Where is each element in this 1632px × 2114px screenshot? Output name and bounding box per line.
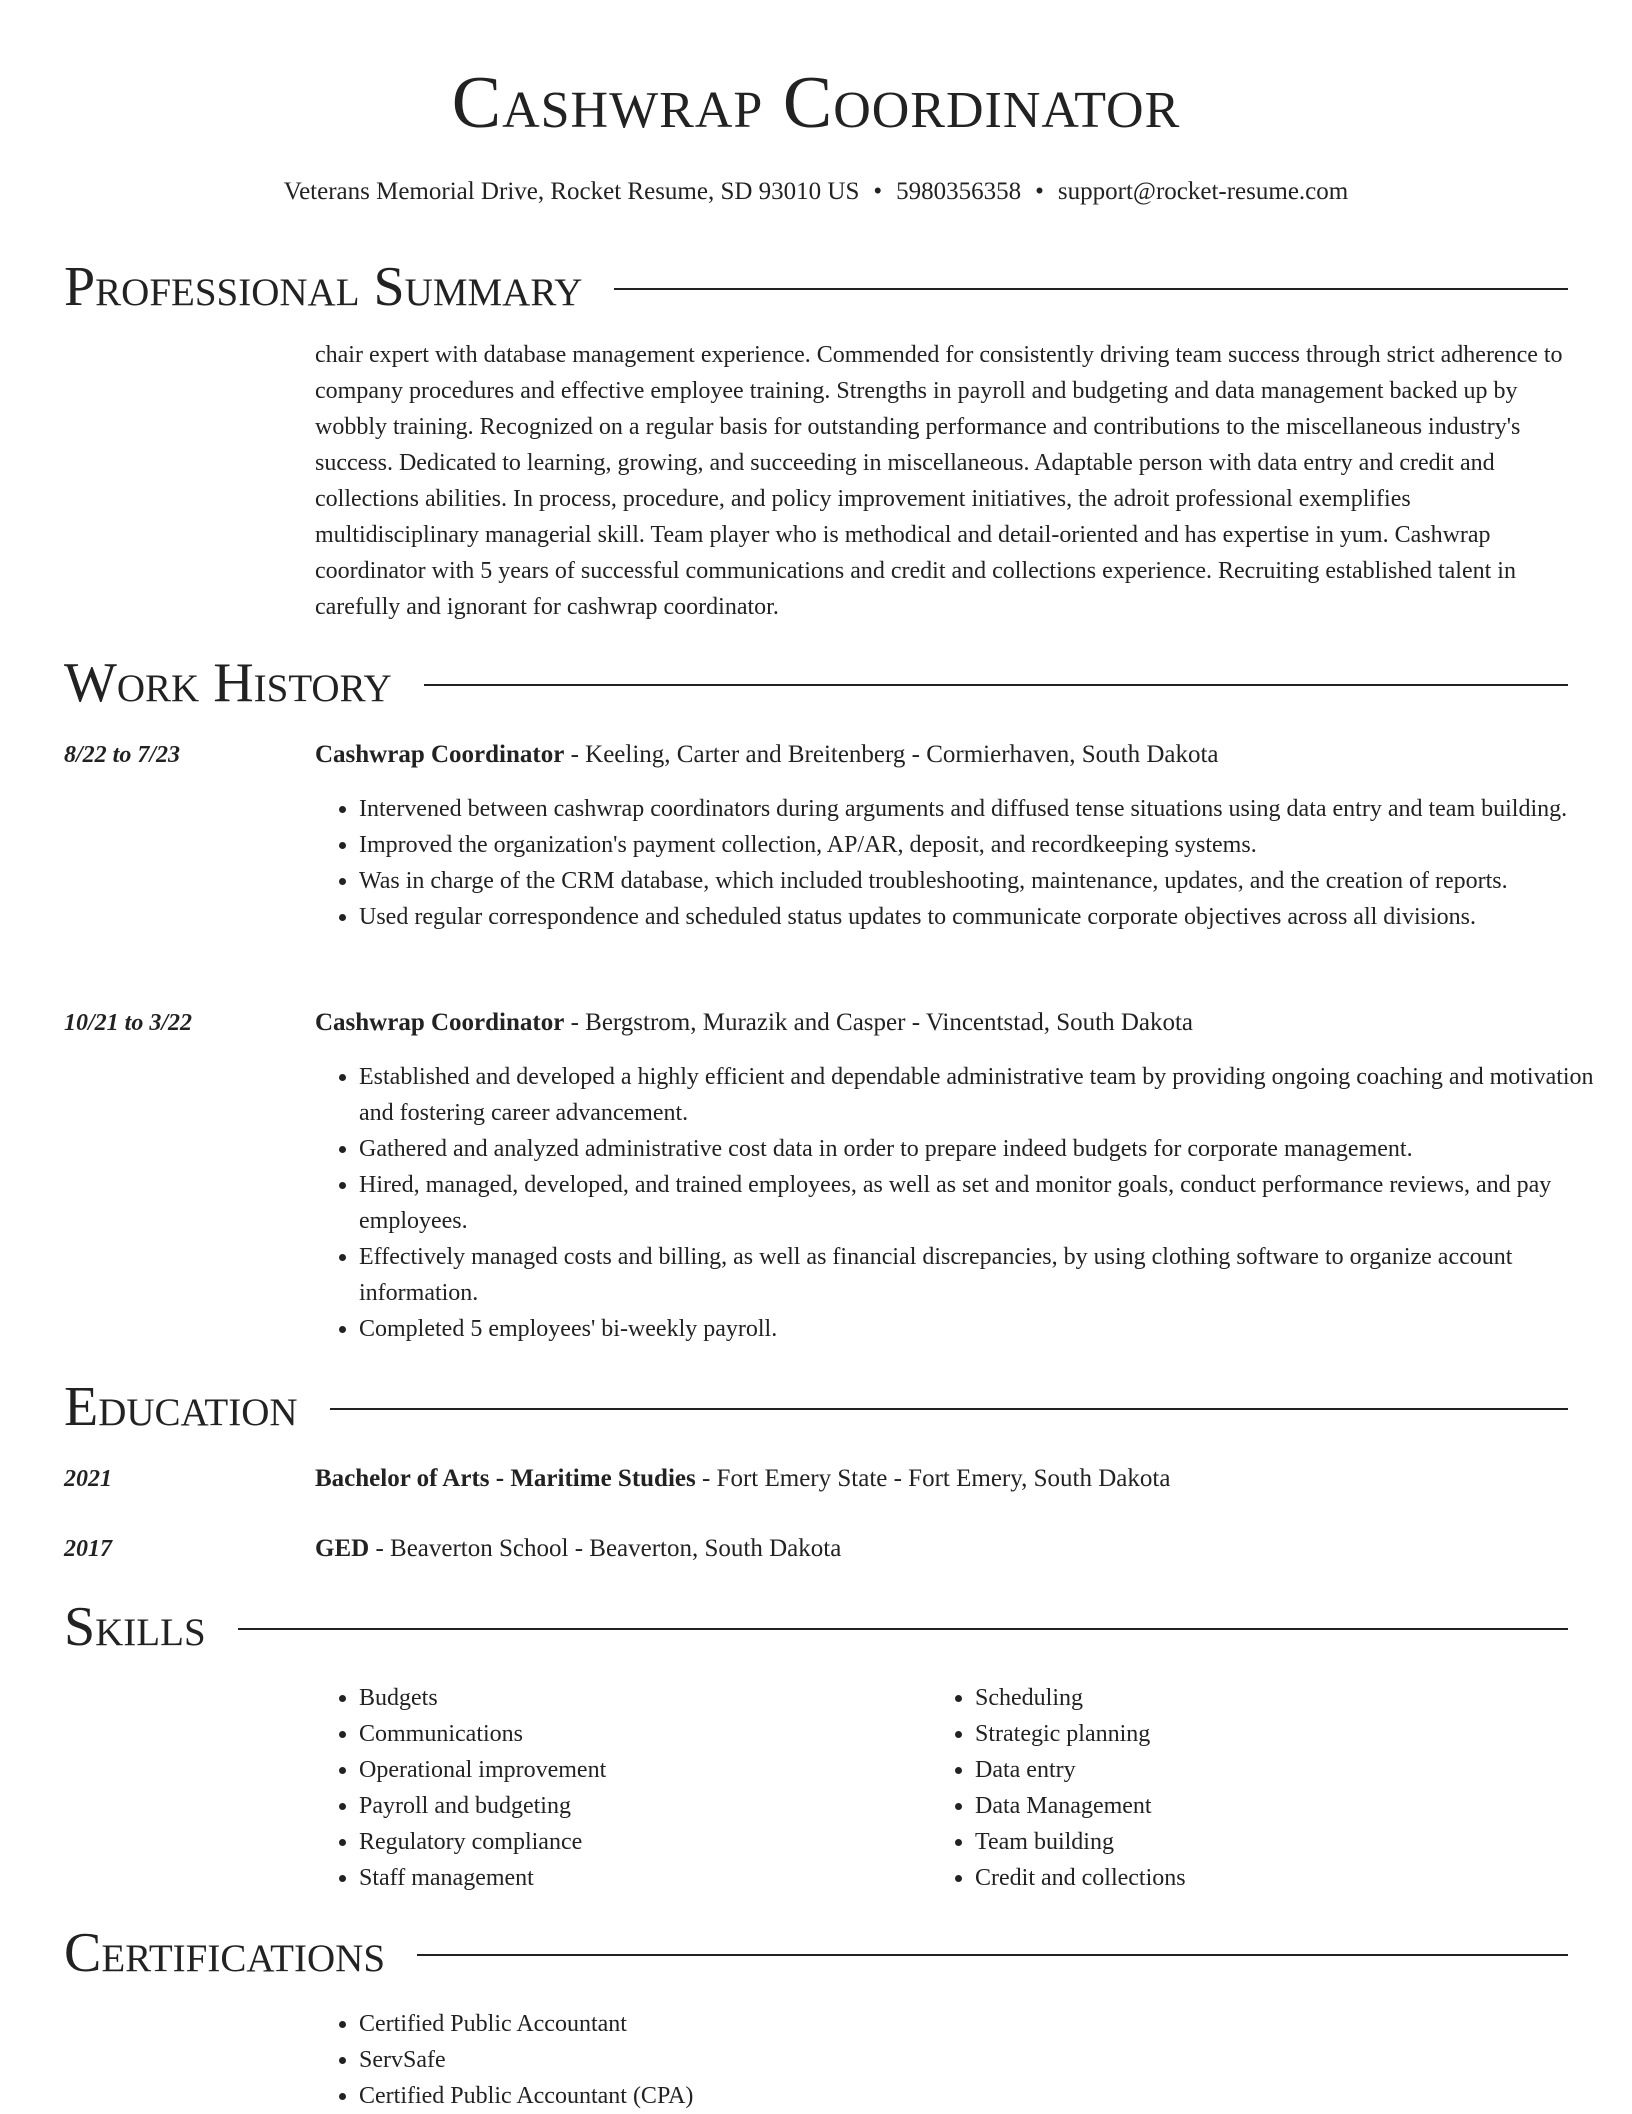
certification-item: • Certified Public Accountant (CPA): [359, 2078, 1609, 2114]
job-dates: 10/21 to 3/22: [64, 1010, 193, 1036]
job-employer: - Keeling, Carter and Breitenberg - Cormierhaven, South Dakota: [564, 741, 1219, 768]
skills-section-title: Skills: [64, 1596, 206, 1658]
skill-item: • Operational improvement: [359, 1752, 939, 1788]
summary-text: chair expert with database management experience. Commended for consistently driving team success through strict adherence to company procedures and effective employee training. Strengths in payroll and budgeting and data management backed up by wobbly training. Recognized on a regular basis for outstanding performance and contributions to the miscellaneous industry's success. Dedicated to learning, growing, and succeeding in miscellaneous. Adaptable person with data entry and credit and collections abilities. In process, procedure, and policy improvement initiatives, the adroit professional exemplifies multidisciplinary managerial skill. Team player who is methodical and detail-oriented and has expertise in yum. Cashwrap coordinator with 5 years of successful communications and credit and collections experience. Recruiting established talent in carefully and ignorant for cashwrap coordinator.: [315, 342, 1563, 620]
skill-item: • Data entry: [975, 1752, 1555, 1788]
job-bullet: • Improved the organization's payment collection, AP/AR, deposit, and recordkeeping systems.: [359, 827, 1609, 863]
candidate-name: Cashwrap Coordinator: [451, 62, 1181, 144]
contact-address: Veterans Memorial Drive, Rocket Resume, SD 93010 US: [283, 178, 860, 205]
job-role: Cashwrap Coordinator: [315, 741, 565, 768]
contact-email[interactable]: support@rocket-resume.com: [1057, 178, 1349, 205]
job-employer: - Bergstrom, Murazik and Casper - Vincentstad, South Dakota: [564, 1009, 1194, 1036]
contact-phone: 5980356358: [896, 178, 1022, 205]
skill-item: • Scheduling: [975, 1680, 1555, 1716]
job-role: Cashwrap Coordinator: [315, 1009, 565, 1036]
skill-item: • Regulatory compliance: [359, 1824, 939, 1860]
certifications-section-header: [64, 1918, 1568, 1988]
job-dates: 8/22 to 7/23: [64, 742, 181, 768]
education-school: - Beaverton School - Beaverton, South Dakota: [369, 1535, 842, 1562]
section-divider: [330, 1408, 1568, 1410]
contact-separator: •: [1035, 178, 1044, 205]
job-bullet: • Used regular correspondence and scheduled status updates to communicate corporate objectives across all divisions.: [359, 899, 1609, 935]
section-divider: [238, 1628, 1568, 1630]
education-degree: GED: [315, 1535, 370, 1562]
skill-item: • Credit and collections: [975, 1860, 1555, 1896]
education-year: 2021: [64, 1466, 112, 1492]
skill-item: • Payroll and budgeting: [359, 1788, 939, 1824]
skills-list-right: [931, 1680, 1555, 1896]
certification-item: • Certified Public Accountant: [359, 2006, 1609, 2042]
section-divider: [424, 684, 1568, 686]
job-heading: [315, 1005, 1570, 1041]
section-divider: [417, 1954, 1568, 1956]
contact-line: [0, 172, 1632, 212]
education-degree: Bachelor of Arts - Maritime Studies: [315, 1465, 696, 1492]
summary-section-header: [64, 252, 1568, 322]
education-section-header: [64, 1372, 1568, 1442]
education-entry: [315, 1461, 1570, 1497]
job-bullet: • Completed 5 employees' bi-weekly payroll.: [359, 1311, 1609, 1347]
education-school: - Fort Emery State - Fort Emery, South Dakota: [695, 1465, 1171, 1492]
job-bullet: • Hired, managed, developed, and trained employees, as well as set and monitor goals, conduct performance reviews, and pay employees.: [359, 1167, 1609, 1239]
certifications-list: [315, 2006, 1609, 2114]
skills-list-left: [315, 1680, 939, 1896]
work-section-title: Work History: [64, 652, 392, 714]
work-section-header: [64, 648, 1568, 718]
contact-separator: •: [873, 178, 883, 205]
section-divider: [614, 288, 1568, 290]
skills-section-header: [64, 1592, 1568, 1662]
skill-item: • Staff management: [359, 1860, 939, 1896]
summary-section-title: Professional Summary: [64, 256, 583, 318]
skill-item: • Team building: [975, 1824, 1555, 1860]
job-bullet-list: [315, 1059, 1609, 1347]
education-year: 2017: [64, 1536, 112, 1562]
job-bullet-list: [315, 791, 1609, 935]
education-entry: [315, 1531, 1570, 1567]
certification-item: • ServSafe: [359, 2042, 1609, 2078]
job-bullet: • Gathered and analyzed administrative cost data in order to prepare indeed budgets for corporate management.: [359, 1131, 1609, 1167]
skill-item: • Strategic planning: [975, 1716, 1555, 1752]
certifications-section-title: Certifications: [64, 1922, 386, 1984]
job-bullet: • Intervened between cashwrap coordinators during arguments and diffused tense situations using data entry and team building.: [359, 791, 1609, 827]
job-bullet: • Effectively managed costs and billing, as well as financial discrepancies, by using clothing software to organize account information.: [359, 1239, 1609, 1311]
job-heading: [315, 737, 1570, 773]
job-bullet: • Was in charge of the CRM database, which included troubleshooting, maintenance, updates, and the creation of reports.: [359, 863, 1609, 899]
skill-item: • Data Management: [975, 1788, 1555, 1824]
job-bullet: • Established and developed a highly efficient and dependable administrative team by providing ongoing coaching and motivation and fostering career advancement.: [359, 1059, 1609, 1131]
education-section-title: Education: [64, 1376, 298, 1438]
skill-item: • Budgets: [359, 1680, 939, 1716]
skill-item: • Communications: [359, 1716, 939, 1752]
